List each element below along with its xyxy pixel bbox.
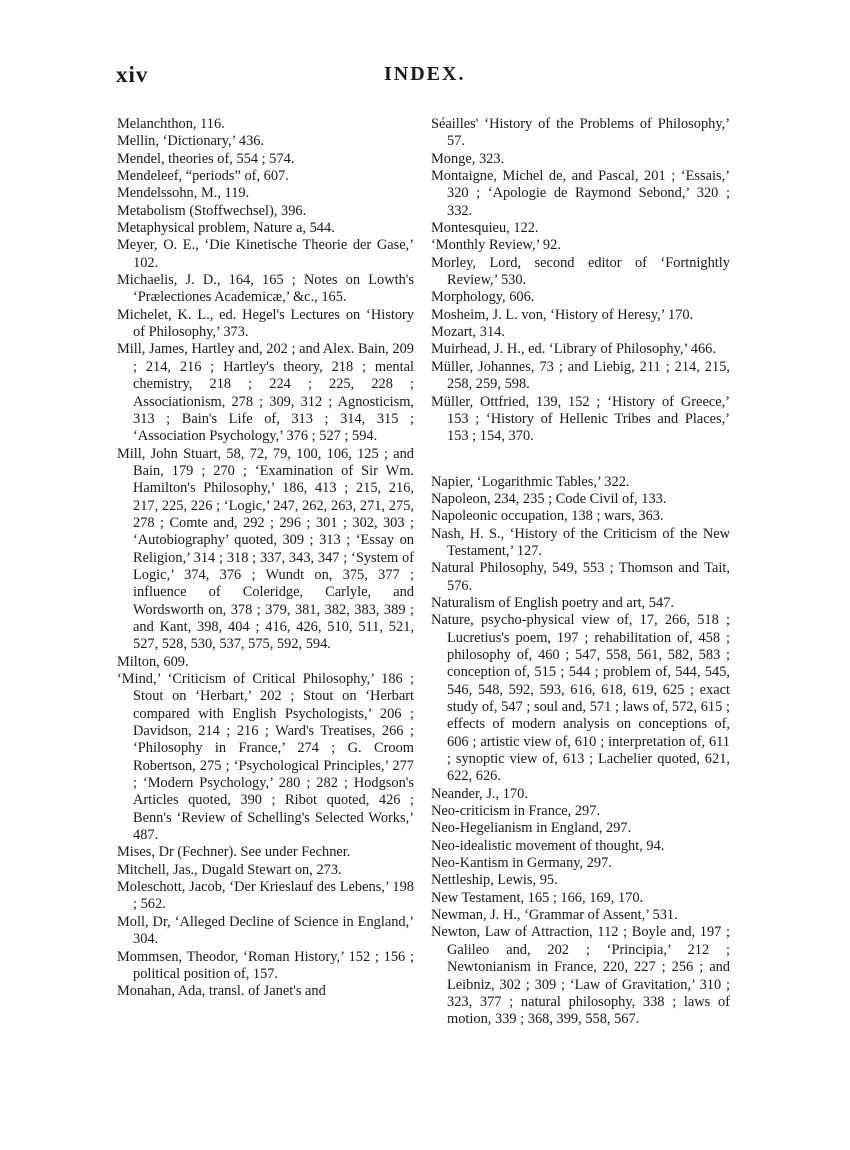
index-entry: Moleschott, Jacob, ‘Der Krieslauf des Lebens,’ 198 ; 562.	[117, 879, 414, 913]
index-entry: Morley, Lord, second editor of ‘Fortnightly Review,’ 530.	[431, 254, 730, 289]
index-entry: Neo-Kantism in Germany, 297.	[431, 855, 612, 872]
index-entry: Montesquieu, 122.	[431, 220, 539, 237]
index-entry: Michaelis, J. D., 164, 165 ; Notes on Lowth's ‘Prælectiones Academicæ,’ &c., 165.	[117, 272, 414, 306]
index-entry: Neander, J., 170.	[431, 785, 528, 802]
index-entry: Mozart, 314.	[431, 324, 505, 341]
index-entry: Mill, James, Hartley and, 202 ; and Alex. Bain, 209 ; 214, 216 ; Hartley's theory, 218 ; mental chemistry, 218 ; 224 ; 225, 228 ; Associationism, 278 ; 309, 312 ; Agnosticism, 313 ; Bain's Life of, 313 ; 314, 315 ; ‘Association Psychology,’ 376 ; 527 ; 594.	[117, 341, 414, 445]
index-entry: Mommsen, Theodor, ‘Roman History,’ 152 ; 156 ; political position of, 157.	[117, 948, 414, 982]
index-entry: Mendel, theories of, 554 ; 574.	[117, 150, 295, 167]
index-entry: Müller, Johannes, 73 ; and Liebig, 211 ; 214, 215, 258, 259, 598.	[431, 358, 730, 393]
index-entry: ‘Monthly Review,’ 92.	[431, 237, 561, 254]
index-entry: Naturalism of English poetry and art, 547.	[431, 594, 674, 611]
index-entry: Newman, J. H., ‘Grammar of Assent,’ 531.	[431, 907, 678, 924]
index-entry: Neo-idealistic movement of thought, 94.	[431, 837, 665, 854]
index-entry: Monahan, Ada, transl. of Janet's and	[117, 983, 326, 1000]
index-entry: Morphology, 606.	[431, 289, 535, 306]
index-entry: Montaigne, Michel de, and Pascal, 201 ; ‘Essais,’ 320 ; ‘Apologie de Raymond Sebond,’ 320 ; 332.	[431, 168, 730, 219]
index-entry: Mellin, ‘Dictionary,’ 436.	[117, 133, 265, 150]
index-entry: Mill, John Stuart, 58, 72, 79, 100, 106, 125 ; and Bain, 179 ; 270 ; ‘Examination of Sir Wm. Hamilton's Philosophy,’ 186, 413 ; 215, 216, 217, 225, 226 ; ‘Logic,’ 247, 262, 263, 271, 275, 278 ; Comte and, 292 ; 296 ; 301 ; 302, 303 ; ‘Autobiography’ quoted, 309 ; 313 ; ‘Essay on Religion,’ 314 ; 318 ; 337, 343, 347 ; ‘System of Logic,’ 374, 376 ; Wundt on, 375, 377 ; influence of Coleridge, Carlyle, and Wordsworth on, 378 ; 379, 381, 382, 383, 389 ; and Kant, 398, 404 ; 416, 426, 510, 511, 521, 527, 528, 530, 537, 575, 592, 594.	[117, 445, 414, 653]
index-entry: Napier, ‘Logarithmic Tables,’ 322.	[431, 473, 630, 490]
index-entry: Napoleon, 234, 235 ; Code Civil of, 133.	[431, 490, 667, 507]
index-entry: Mendeleef, “periods” of, 607.	[117, 168, 289, 185]
index-entry: Moll, Dr, ‘Alleged Decline of Science in England,’ 304.	[117, 913, 414, 948]
index-entry: ‘Mind,’ ‘Criticism of Critical Philosophy,’ 186 ; Stout on ‘Herbart,’ 202 ; Stout on ‘Herbart compared with English Psychologists,’ 206 ; Davidson, 214 ; 216 ; Ward's Treatises, 266 ; ‘Philosophy in France,’ 274 ; G. Croom Robertson, 275 ; ‘Psychological Principles,’ 277 ; ‘Modern Psychology,’ 280 ; 282 ; Hodgson's Articles quoted, 390 ; Ribot quoted, 426 ; Benn's ‘Review of Schelling's Selected Works,’ 487.	[117, 671, 414, 844]
index-entry: Newton, Law of Attraction, 112 ; Boyle and, 197 ; Galileo and, 202 ; ‘Principia,’ 212 ; Newtonianism in France, 220, 227 ; 256 ; and Leibniz, 302 ; 309 ; ‘Law of Gravitation,’ 310 ; 323, 377 ; natural philosophy, 338 ; laws of motion, 339 ; 368, 399, 558, 567.	[431, 924, 730, 1028]
index-entry: Mendelssohn, M., 119.	[117, 185, 250, 202]
index-entry: Nature, psycho-physical view of, 17, 266, 518 ; Lucretius's poem, 197 ; rehabilitation of, 458 ; philosophy of, 460 ; 547, 558, 561, 582, 583 ; conception of, 515 ; 544 ; problem of, 544, 545, 546, 548, 592, 593, 616, 618, 619, 625 ; exact study of, 547 ; soul and, 571 ; laws of, 572, 615 ; effects of modern analysis on conceptions of, 606 ; artistic view of, 610 ; interpretation of, 611 ; synoptic view of, 613 ; Lachelier quoted, 621, 622, 626.	[431, 612, 730, 785]
index-entry: Nash, H. S., ‘History of the Criticism of the New Testament,’ 127.	[431, 525, 730, 559]
left-column	[117, 116, 414, 1001]
index-entry: Séailles' ‘History of the Problems of Philosophy,’ 57.	[431, 116, 730, 150]
index-entry: Meyer, O. E., ‘Die Kinetische Theorie der Gase,’ 102.	[117, 237, 414, 271]
index-entry: Milton, 609.	[117, 653, 189, 670]
index-entry: Metabolism (Stoffwechsel), 396.	[117, 202, 307, 219]
index-entry: Mitchell, Jas., Dugald Stewart on, 273.	[117, 861, 342, 878]
page-title: INDEX.	[384, 63, 466, 85]
page-number: xiv	[116, 62, 149, 87]
right-column	[431, 116, 730, 1029]
index-entry: Michelet, K. L., ed. Hegel's Lectures on ‘History of Philosophy,’ 373.	[117, 306, 414, 341]
index-entry: Monge, 323.	[431, 150, 505, 167]
index-entry: Muirhead, J. H., ed. ‘Library of Philosophy,’ 466.	[431, 341, 716, 358]
index-entry: Nettleship, Lewis, 95.	[431, 872, 558, 889]
index-entry: Natural Philosophy, 549, 553 ; Thomson and Tait, 576.	[431, 560, 730, 594]
index-entry: New Testament, 165 ; 166, 169, 170.	[431, 889, 644, 906]
index-entry: Mises, Dr (Fechner). See under Fechner.	[117, 844, 351, 861]
index-entry: Mosheim, J. L. von, ‘History of Heresy,’ 170.	[431, 306, 694, 323]
index-entry: Metaphysical problem, Nature a, 544.	[117, 220, 335, 237]
index-entry: Müller, Ottfried, 139, 152 ; ‘History of Greece,’ 153 ; ‘History of Hellenic Tribes and Places,’ 153 ; 154, 370.	[431, 393, 730, 445]
index-entry: Neo-criticism in France, 297.	[431, 803, 601, 820]
index-entry: Neo-Hegelianism in England, 297.	[431, 820, 632, 837]
index-entry: Napoleonic occupation, 138 ; wars, 363.	[431, 508, 664, 525]
index-entry: Melanchthon, 116.	[117, 116, 225, 132]
